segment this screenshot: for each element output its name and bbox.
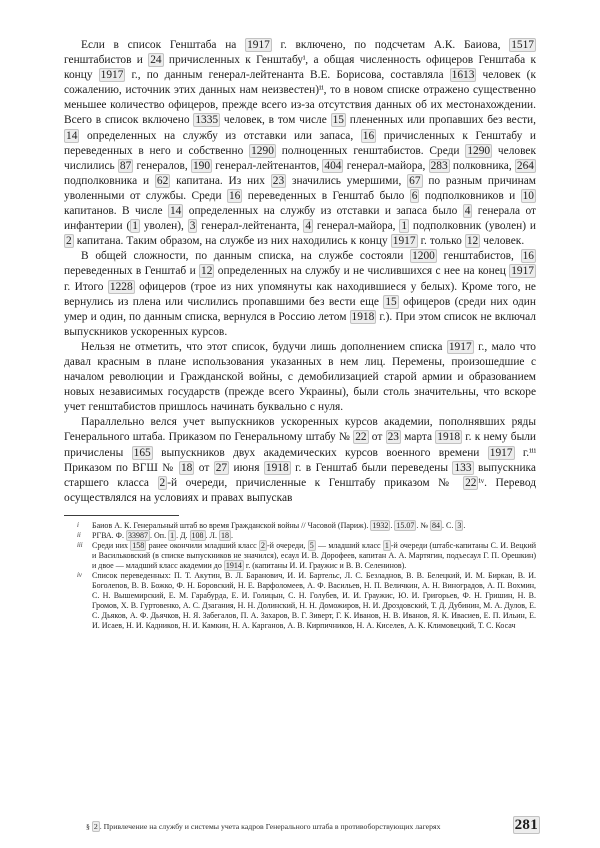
main-text: [64, 38, 536, 506]
number-highlight: 14: [169, 205, 182, 218]
number-highlight: 33987: [128, 530, 149, 540]
paragraph-2: В общей сложности, по данным списка, на службе состояли 1200 генштабистов, 16 переведенных в Генштаб и 12 определенных на службу и не числившихся с нее на конец 1917 г. Итого 1228 офицеров (трое из них упомянуты как находившиеся у белых). Кроме того, не вернулись из плена или числились пропавшими без вести еще 15 офицеров (среди них один умер и один, по данным списка, вернулся в Россию летом 1918 г.). При этом список не включал выпускников ускоренных курсов.: [64, 250, 536, 338]
number-highlight: 16: [522, 250, 534, 263]
footnote-1: [77, 520, 536, 531]
number-highlight: 6: [411, 189, 418, 202]
number-highlight: 108: [191, 530, 204, 540]
number-highlight: 404: [324, 159, 342, 172]
number-highlight: 1917: [247, 39, 270, 51]
number-highlight: 22: [355, 431, 367, 444]
number-highlight: 12: [201, 265, 213, 278]
number-highlight: 14: [66, 129, 78, 142]
number-highlight: 18: [180, 461, 193, 474]
footnote-marker-4: iv: [77, 571, 82, 579]
page-footer: [64, 817, 540, 834]
number-highlight: 1918: [437, 431, 461, 444]
number-highlight: 158: [132, 540, 145, 550]
number-highlight: 1932: [372, 520, 389, 530]
number-highlight: 84: [432, 520, 441, 530]
number-highlight: 1290: [467, 144, 491, 157]
number-highlight: 283: [430, 159, 448, 172]
number-highlight: 2: [93, 822, 98, 831]
number-highlight: 5: [309, 540, 314, 550]
number-highlight: 24: [150, 54, 162, 67]
number-highlight: 1: [132, 220, 138, 233]
footnote-3: [77, 540, 537, 571]
number-highlight: 22: [465, 476, 477, 489]
number-highlight: 190: [192, 159, 211, 172]
number-highlight: 1914: [225, 560, 242, 570]
number-highlight: 1917: [448, 340, 472, 353]
number-highlight: 1: [170, 530, 175, 540]
number-highlight: 1228: [109, 280, 133, 293]
number-highlight: 264: [516, 159, 534, 172]
paragraph-4: Параллельно велся учет выпускников ускоренных курсов академии, пополнявших ряды Генерального штаба. Приказом по Генеральному штабу № 22 от 23 марта 1918 г. к нему были причислены 165 выпускников двух академических курсов военного времени 1917 г.ⁱⁱⁱ Приказом по ВГШ № 18 от 27 июня 1918 г. в Генштаб были переведены 133 выпускника старшего класса 2 -й очереди, причисленные к Генштабу приказом № 22 ⁱᵛ. Перевод осуществлялся на условиях и правах выпускав: [64, 416, 536, 504]
number-highlight: 165: [133, 446, 151, 459]
number-highlight: 1918: [351, 310, 375, 323]
number-highlight: 23: [387, 431, 399, 444]
number-highlight: 67: [409, 174, 421, 187]
footnote-divider: [64, 515, 179, 516]
number-highlight: 1918: [265, 461, 289, 474]
number-highlight: 2: [159, 476, 166, 489]
number-highlight: 16: [362, 129, 375, 142]
number-highlight: 1917: [511, 265, 534, 278]
footnote-marker-2: ii: [77, 531, 81, 539]
number-highlight: 1613: [451, 69, 475, 82]
number-highlight: 3: [457, 520, 462, 530]
number-highlight: 15: [332, 114, 344, 127]
number-highlight: 62: [156, 174, 169, 187]
number-highlight: 1200: [412, 250, 435, 263]
number-highlight: 1335: [195, 114, 219, 127]
footnote-text-2: РГВА. Ф. 33987 . Оп. 1 . Д. 108 . Л. 18 .: [92, 530, 233, 540]
running-title: § 2 . Привлечение на службу и системы учета кадров Генерального штаба в противоборствующих лагерях: [86, 822, 441, 831]
number-highlight: 281: [514, 817, 538, 833]
footnotes-section: [64, 521, 536, 631]
number-highlight: 1: [384, 540, 389, 550]
page-number: [513, 817, 540, 834]
number-highlight: 1917: [392, 235, 416, 248]
number-highlight: 1517: [511, 39, 534, 51]
number-highlight: 16: [228, 189, 241, 202]
number-highlight: 1: [401, 220, 408, 233]
number-highlight: 1290: [251, 144, 274, 157]
number-highlight: 18: [220, 530, 229, 540]
number-highlight: 10: [522, 189, 534, 202]
footnote-text-1: Баиов А. К. Генеральный штаб во время Гражданской войны // Часовой (Париж). 1932 . 15.07 . № 84 . С. 3 .: [92, 520, 466, 530]
footnote-text-4: Список переведенных: П. Т. Акутин, В. Л. Баранович, И. И. Бартельс, Л. С. Безладнов, В. В. Белецкий, И. М. Биркан, В. И. Боголепов, В. В. Божко, Ф. Н. Боровский, Н. Е. Варфоломеев, А. Ф. Васильев, Н. П. Величкин, А. Н. Виноградов, А. П. Вохмин, С. Н. Вышемирский, Е. М. Гарабурда, Е. И. Голицын, С. Н. Голубев, И. И. Граужис, Ю. И. Григорьев, Ф. Н. Гришин, Н. В. Громов, Х. В. Гуртовенко, А. С. Дзагания, Н. Н. Долинский, Н. Н. Доможиров, Н. И. Дроздовский, Т. Д. Дубинин, М. А. Дулов, Е. С. Дьяков, А. Ф. Дьячков, Н. Я. Забегалов, П. А. Захаров, В. Г. Зиверт, Г. К. Иванов, Н. В. Иванов, Я. К. Ивасиев, Е. П. Ильин, Е. И. Исаев, Н. И. Кадников, Н. И. Камкин, Н. А. Карганов, А. В. Кирпичников, Н. А. Киселев, А. К. Климовецкий, Т. С. Косач: [92, 570, 536, 630]
number-highlight: 1917: [489, 446, 513, 459]
number-highlight: 2: [66, 235, 72, 248]
footnote-marker-3: iii: [77, 541, 83, 549]
number-highlight: 23: [272, 174, 285, 187]
number-highlight: 15: [385, 295, 397, 308]
number-highlight: 133: [454, 461, 472, 474]
number-highlight: 12: [466, 235, 479, 248]
number-highlight: 27: [215, 461, 228, 474]
footnote-text-3: Среди них 158 ранее окончили младший класс 2 -й очереди, 5 — младший класс 1 -й очереди (штабс-капитаны С. И. Вецкий и Васильковский (в списке выпускников не значился), есаул И. В. Дорофеев, капитан А. А. Мартягин, подъесаул Г. П. Орешкин) и двое — младший класс академии до 1914 г. (капитаны И. И. Граужис и В. В. Селенинов).: [92, 540, 537, 570]
number-highlight: 1917: [100, 69, 124, 82]
number-highlight: 2: [261, 540, 265, 550]
number-highlight: 3: [189, 220, 196, 233]
number-highlight: 4: [305, 220, 312, 233]
number-highlight: 4: [464, 205, 471, 218]
number-highlight: 15.07: [396, 520, 415, 530]
number-highlight: 87: [119, 159, 132, 172]
paragraph-3: Нельзя не отметить, что этот список, будучи лишь дополнением списка 1917 г., мало что давал красным в плане использования указанных в нем лиц. Перемены, произошедшие с началом революции и Гражданской войны, с демобилизацией старой армии и образованием новых независимых государств (прежде всего Украины), были столь значительны, что вскоре учет генштабистов пришлось начинать буквально с нуля.: [64, 340, 536, 414]
paragraph-1: Если в список Генштаба на 1917 г. включено, по подсчетам А.К. Баиова, 1517 генштабистов и 24 причисленных к Генштабуⁱ, а общая численность офицеров Генштаба к концу 1917 г., по данным генерал-лейтенанта В.Е. Борисова, составляла 1613 человек (к сожалению, источник этих данных нам неизвестен)ⁱⁱ, то в новом списке отражено существенно меньшее количество офицеров, прежде всего из-за отсутствия данных об их местонахождении. Всего в список включено 1335 человек, в том числе 15 плененных или пропавших без вести, 14 определенных на службу из отставки или запаса, 16 причисленных к Генштабу и переведенных в него и собственно 1290 полноценных генштабистов. Среди 1290 человек числились 87 генералов, 190 генерал-лейтенантов, 404 генерал-майора, 283 полковника, 264 подполковника и 62 капитана. Из них 23 значились умершими, 67 по разным причинам уволенными от службы. Среди 16 переведенных в Генштаб было 6 подполковников и 10 капитанов. В числе 14 определенных на службу из отставки и запаса было 4 генерала от инфантерии ( 1 уволен), 3 генерал-лейтенанта, 4 генерал-майора, 1 подполковник (уволен) и 2 капитана. Таким образом, на службе из них находились к концу 1917 г. только 12 человек.: [64, 39, 537, 248]
footnote-4: [77, 570, 536, 631]
footnote-marker-1: i: [77, 521, 79, 529]
